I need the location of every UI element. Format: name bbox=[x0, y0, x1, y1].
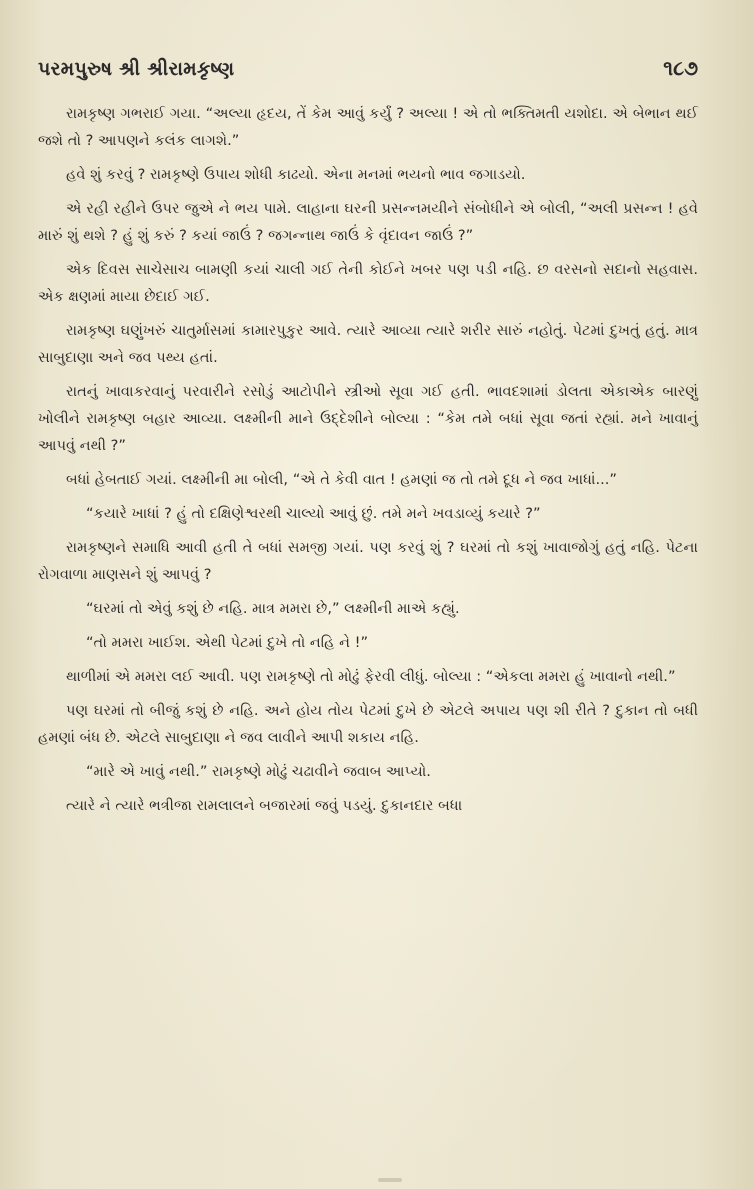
paragraph: “મારે એ ખાવું નથી.” રામકૃષ્ણે મોઢું ચઢાવીને જવાબ આપ્યો. bbox=[86, 763, 431, 780]
paragraph: એ રહી રહીને ઉપર જુએ ને ભય પામે. લાહાના ઘરની પ્રસન્નમયીને સંબોધીને એ બોલી, “અલી પ્રસન્ન ! હવે મારું શું થશે ? હું શું કરું ? કયાં જાઉં ? જગન્નાથ જાઉં કે વૃંદાવન જાઉં ?” bbox=[38, 200, 698, 244]
paragraph: ત્યારે ને ત્યારે ભત્રીજા રામલાલને બજારમાં જવું પડયું. દુકાનદાર બધા bbox=[66, 797, 463, 814]
paragraph: રાતનું ખાવાકરવાનું પરવારીને રસોડું આટોપીને સ્ત્રીઓ સૂવા ગઈ હતી. ભાવદશામાં ડોલતા એકાએક બારણું ખોલીને રામકૃષ્ણ બહાર આવ્યા. લક્ષ્મીની માને ઉદ્દેશીને બોલ્યા : “કેમ તમે બધાં સૂવા જતાં રહ્યાં. મને ખાવાનું આપવું નથી ?” bbox=[38, 383, 698, 454]
paragraph: “ઘરમાં તો એવું કશું છે નહિ. માત્ર મમરા છે,” લક્ષ્મીની માએ કહ્યું. bbox=[86, 600, 460, 617]
paragraph: બધાં હેબતાઈ ગયાં. લક્ષ્મીની મા બોલી, “એ તે કેવી વાત ! હમણાં જ તો તમે દૂધ ને જવ ખાધાં...” bbox=[66, 471, 617, 488]
paper-mark bbox=[378, 1178, 402, 1182]
paragraph: હવે શું કરવું ? રામકૃષ્ણે ઉપાય શોધી કાઢયો. એના મનમાં ભયનો ભાવ જગાડયો. bbox=[66, 166, 526, 183]
page-header bbox=[38, 56, 718, 96]
paragraph: “તો મમરા ખાઈશ. એથી પેટમાં દુખે તો નહિ ને !” bbox=[86, 634, 369, 651]
paragraph: રામકૃષ્ણ ગભરાઈ ગયા. “અલ્યા હૃદય, તેં કેમ આવું કર્યું ? અલ્યા ! એ તો ભક્તિમતી યશોદા. એ બેભાન થઈ જશે તો ? આપણને કલંક લાગશે.” bbox=[38, 105, 698, 149]
paragraph: રામકૃષ્ણને સમાધિ આવી હતી તે બધાં સમજી ગયાં. પણ કરવું શું ? ઘરમાં તો કશું ખાવાજોગું હતું નહિ. પેટના રોગવાળા માણસને શું આપવું ? bbox=[38, 539, 698, 583]
running-title: પરમપુરુષ શ્રી શ્રીરામકૃષ્ણ bbox=[38, 58, 235, 80]
page-number: ૧૮૭ bbox=[663, 56, 698, 80]
paragraph: “કયારે ખાધાં ? હું તો દક્ષિણેશ્વરથી ચાલ્યો આવું છું. તમે મને ખવડાવ્યું કયારે ?” bbox=[86, 505, 541, 522]
paragraph: રામકૃષ્ણ ઘણુંખરું ચાતુર્માસમાં કામારપુકુર આવે. ત્યારે આવ્યા ત્યારે શરીર સારું નહોતું. પેટમાં દુખતું હતું. માત્ર સાબુદાણા અને જવ પથ્ય હતાં. bbox=[38, 322, 698, 366]
paragraph: પણ ઘરમાં તો બીજું કશું છે નહિ. અને હોય તોય પેટમાં દુખે છે એટલે અપાય પણ શી રીતે ? દુકાન તો બધી હમણાં બંધ છે. એટલે સાબુદાણા ને જવ લાવીને આપી શકાય નહિ. bbox=[38, 702, 698, 746]
paragraph: થાળીમાં એ મમરા લઈ આવી. પણ રામકૃષ્ણે તો મોઢું ફેરવી લીધું. બોલ્યા : “એકલા મમરા હું ખાવાનો નથી.” bbox=[66, 668, 676, 685]
body-text bbox=[38, 100, 698, 826]
paragraph: એક દિવસ સાચેસાચ બામણી કયાં ચાલી ગઈ તેની કોઈને ખબર પણ પડી નહિ. છ વરસનો સદાનો સહવાસ. એક ક્ષણમાં માયા છેદાઈ ગઈ. bbox=[38, 261, 698, 305]
